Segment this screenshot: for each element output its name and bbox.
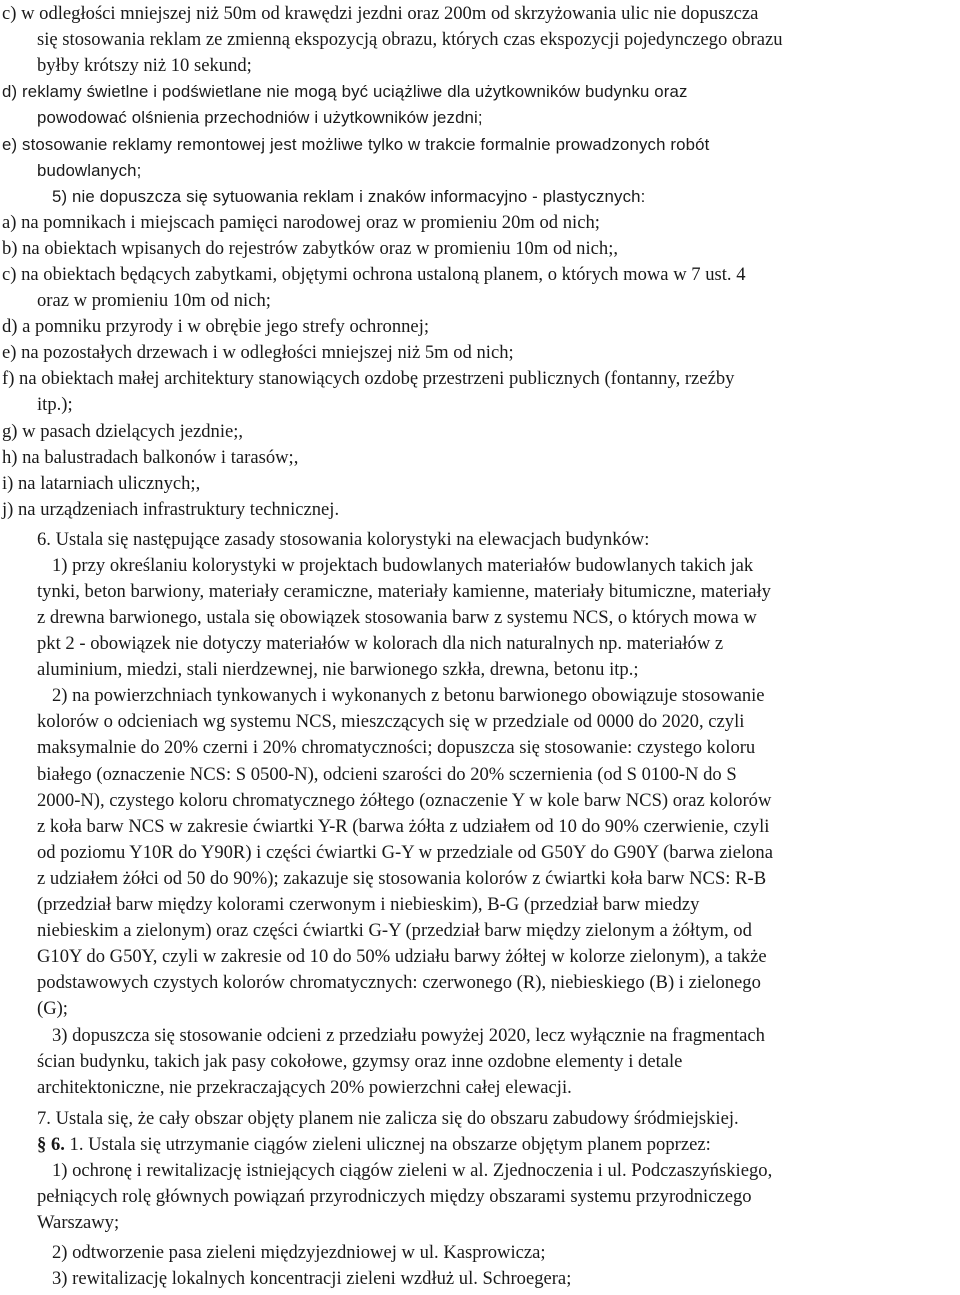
text-line: architektoniczne, nie przekraczających 20% powierzchni całej elewacji. (37, 1077, 572, 1098)
text-line: podstawowych czystych kolorów chromatycznych: czerwonego (R), niebieskiego (B) i zielonego (37, 972, 761, 993)
text-line: a) na pomnikach i miejscach pamięci narodowej oraz w promieniu 20m od nich; (2, 212, 600, 233)
section-mark: § 6. (37, 1134, 65, 1155)
text-line: z udziałem żółci od 50 do 90%); zakazuje się stosowania kolorów z ćwiartki koła barw NCS: R-B (37, 868, 767, 889)
text-line: 1. Ustala się utrzymanie ciągów zieleni ulicznej na obszarze objętym planem poprzez: (69, 1134, 711, 1155)
text-line: c) w odległości mniejszej niż 50m od krawędzi jezdni oraz 200m od skrzyżowania ulic nie dopuszcza (2, 3, 759, 24)
text-line: 3) rewitalizację lokalnych koncentracji zieleni wzdłuż ul. Schroegera; (52, 1268, 572, 1289)
text-line: 3) dopuszcza się stosowanie odcieni z przedziału powyżej 2020, lecz wyłącznie na fragmentach (52, 1025, 765, 1046)
text-line: 2) odtworzenie pasa zieleni międzyjezdniowej w ul. Kasprowicza; (52, 1242, 546, 1263)
text-line: i) na latarniach ulicznych;, (2, 473, 201, 494)
text-line: 1) przy określaniu kolorystyki w projektach budowlanych materiałów budowlanych takich jak (52, 555, 754, 576)
text-line: itp.); (37, 394, 73, 415)
text-line: G10Y do G50Y, czyli w zakresie od 10 do 50% udziału barwy żółtej w kolorze zielonym), a także (37, 946, 767, 967)
text-line: z koła barw NCS w zakresie ćwiartki Y-R (barwa żółta z udziałem od 10 do 90% czerwienie, czyli (37, 816, 770, 837)
text-line: 1) ochronę i rewitalizację istniejących ciągów zieleni w al. Zjednoczenia i ul. Podczaszyńskiego, (52, 1160, 773, 1181)
text-line: ścian budynku, takich jak pasy cokołowe, gzymsy oraz inne ozdobne elementy i detale (37, 1051, 683, 1072)
text-line: budowlanych; (37, 161, 142, 180)
text-line: maksymalnie do 20% czerni i 20% chromatyczności; dopuszcza się stosowanie: czystego koloru (37, 737, 756, 758)
text-line: oraz w promieniu 10m od nich; (37, 290, 271, 311)
text-line: byłby krótszy niż 10 sekund; (37, 55, 252, 76)
text-line: 5) nie dopuszcza się sytuowania reklam i znaków informacyjno - plastycznych: (52, 187, 646, 206)
text-line: tynki, beton barwiony, materiały ceramiczne, materiały kamienne, materiały bitumiczne, materiały (37, 581, 771, 602)
text-line: g) w pasach dzielących jezdnie;, (2, 421, 244, 442)
text-line: niebieskim a zielonym) oraz części ćwiartki G-Y (przedział barw między zielonym a żółtym, od (37, 920, 752, 941)
text-line: j) na urządzeniach infrastruktury technicznej. (2, 499, 340, 520)
text-line: powodować olśnienia przechodniów i użytkowników jezdni; (37, 108, 483, 127)
text-line: Warszawy; (37, 1212, 120, 1233)
text-line: h) na balustradach balkonów i tarasów;, (2, 447, 299, 468)
text-line: z drewna barwionego, ustala się obowiązek stosowania barw z systemu NCS, o których mowa w (37, 607, 757, 628)
text-line: c) na obiektach będących zabytkami, objętymi ochrona ustaloną planem, o których mowa w 7 ust. 4 (2, 264, 746, 285)
text-line: 2000-N), czystego koloru chromatycznego żółtego (oznaczenie Y w kole barw NCS) oraz kolorów (37, 790, 772, 811)
text-line: (G); (37, 998, 68, 1019)
text-line: f) na obiektach małej architektury stanowiących ozdobę przestrzeni publicznych (fontanny, rzeźby (2, 368, 735, 389)
text-line: e) stosowanie reklamy remontowej jest możliwe tylko w trakcie formalnie prowadzonych robót (2, 135, 710, 154)
text-line: d) reklamy świetlne i podświetlane nie mogą być uciążliwe dla użytkowników budynku oraz (2, 82, 688, 101)
text-line: aluminium, miedzi, stali nierdzewnej, nie barwionego szkła, drewna, betonu itp.; (37, 659, 639, 680)
text-line: (przedział barw między kolorami czerwonym i niebieskim), B-G (przedział barw miedzy (37, 894, 700, 915)
text-line: kolorów o odcieniach wg systemu NCS, mieszczących się w przedziale od 0000 do 2020, czyli (37, 711, 745, 732)
text-line: b) na obiektach wpisanych do rejestrów zabytków oraz w promieniu 10m od nich;, (2, 238, 619, 259)
section-line (37, 1132, 711, 1158)
text-line: d) a pomniku przyrody i w obrębie jego strefy ochronnej; (2, 316, 430, 337)
text-line: 6. Ustala się następujące zasady stosowania kolorystyki na elewacjach budynków: (37, 529, 650, 550)
text-line: białego (oznaczenie NCS: S 0500-N), odcieni szarości do 20% sczernienia (od S 0100-N do S (37, 764, 737, 785)
text-line: 7. Ustala się, że cały obszar objęty planem nie zalicza się do obszaru zabudowy śródmiejskiej. (37, 1108, 739, 1129)
text-line: pełniących rolę głównych powiązań przyrodniczych między obszarami systemu przyrodniczego (37, 1186, 752, 1207)
text-line: od poziomu Y10R do Y90R) i części ćwiartki G-Y w przedziale od G50Y do G90Y (barwa zielona (37, 842, 773, 863)
text-line: się stosowania reklam ze zmienną ekspozycją obrazu, których czas ekspozycji pojedynczego obrazu (37, 29, 783, 50)
text-line: e) na pozostałych drzewach i w odległości mniejszej niż 5m od nich; (2, 342, 514, 363)
text-line: pkt 2 - obowiązek nie dotyczy materiałów w kolorach dla nich naturalnych np. materiałów z (37, 633, 724, 654)
text-line: 2) na powierzchniach tynkowanych i wykonanych z betonu barwionego obowiązuje stosowanie (52, 685, 765, 706)
